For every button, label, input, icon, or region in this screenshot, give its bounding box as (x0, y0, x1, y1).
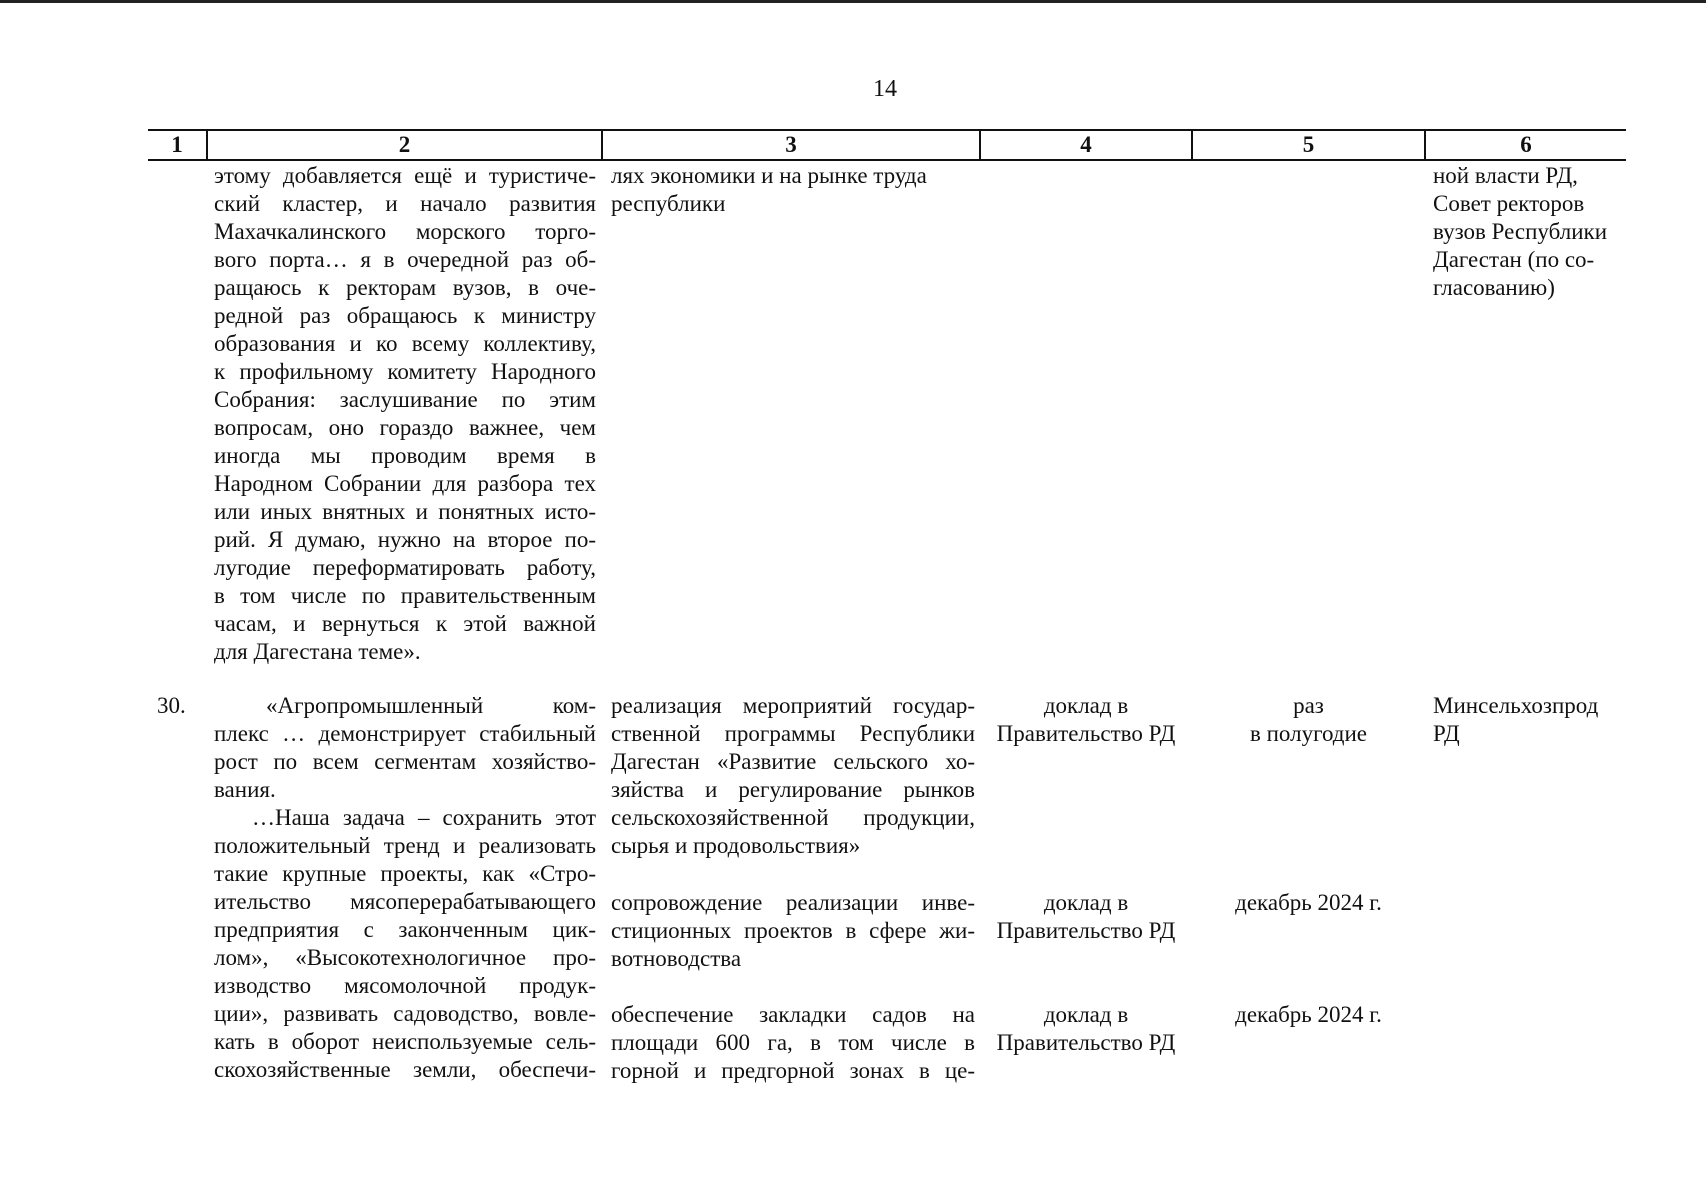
row30-col2-text: «Агропромышленный ком- плекс … демонстрирует стабильный рост по всем сегментам хозяйство- вания. …Наша задача – сохранить этот положительный тренд и реализовать такие крупные проекты, как «Стро- ительство мясоперерабатывающего предприятия с законченным цик- лом», «Высокотехнологичное про- изводство мясомолочной продук- ции», развивать садоводство, вовле- кать в оборот неиспользуемые сель- скохозяйственные земли, обеспечи- (214, 693, 596, 1082)
responsible-executor: Минсельхозпрод (1433, 693, 1599, 718)
continuation-col6-line: Совет ректоров (1433, 191, 1585, 216)
responsible-executor: РД (1433, 721, 1460, 746)
column-header: 6 (1520, 132, 1532, 157)
continuation-col6-line: ной власти РД, (1433, 163, 1578, 188)
column-header: 5 (1302, 132, 1315, 157)
row-number: 30. (157, 693, 186, 718)
measure-1-deadline: в полугодие (1249, 721, 1367, 746)
continuation-col3-line: республики (611, 191, 726, 216)
measure-3-col3-text: обеспечение закладки садов на площади 600 га, в том числе в горной и предгорной зонах в це- (611, 1002, 975, 1083)
page-number: 14 (873, 76, 897, 102)
measure-1-report-type: доклад в (1043, 693, 1129, 718)
continuation-col6-line: гласованию) (1433, 275, 1555, 300)
continuation-col6-line: Дагестан (по со- (1433, 247, 1595, 272)
measure-1-report-type: Правительство РД (996, 721, 1176, 746)
continuation-col3-line: лях экономики и на рынке труда (611, 163, 927, 188)
header-bottom-rule (148, 159, 1626, 161)
measure-3-report-type: Правительство РД (996, 1030, 1176, 1055)
continuation-col6-line: вузов Республики (1433, 219, 1608, 244)
measure-2-report-type: Правительство РД (996, 918, 1176, 943)
measure-1-deadline: раз (1293, 693, 1324, 718)
measure-2-report-type: доклад в (1043, 890, 1129, 915)
continuation-col2-text: этому добавляется ещё и туристиче- ский кластер, и начало развития Махачкалинского морского торго- вого порта… я в очередной раз об- ращаюсь к ректорам вузов, в оче- редной раз обращаюсь к министру образования и ко всему коллективу, к профильному комитету Народного Собрания: заслушивание по этим вопросам, оно гораздо важнее, чем иногда мы проводим время в Народном Собрании для разбора тех или иных внятных и понятных исто- рий. Я думаю, нужно на второе по- лугодие переформатировать работу, в том числе по правительственным часам, и вернуться к этой важной для Дагестана теме». (214, 163, 596, 664)
column-header: 2 (398, 132, 411, 157)
measure-1-col3-text: реализация мероприятий государ- ственной программы Республики Дагестан «Развитие сельского хо- зяйства и регулирование рынков сельскохозяйственной продукции, сырья и продовольствия» (611, 693, 975, 858)
column-header: 1 (171, 132, 183, 157)
measure-2-deadline: декабрь 2024 г. (1235, 890, 1382, 915)
measure-2-col3-text: сопровождение реализации инве- стиционных проектов в сфере жи- вотноводства (611, 890, 975, 971)
measure-3-report-type: доклад в (1043, 1002, 1129, 1027)
measure-3-deadline: декабрь 2024 г. (1235, 1002, 1382, 1027)
page-top-edge (0, 0, 1706, 3)
column-header: 4 (1080, 132, 1092, 157)
column-header: 3 (785, 132, 797, 157)
